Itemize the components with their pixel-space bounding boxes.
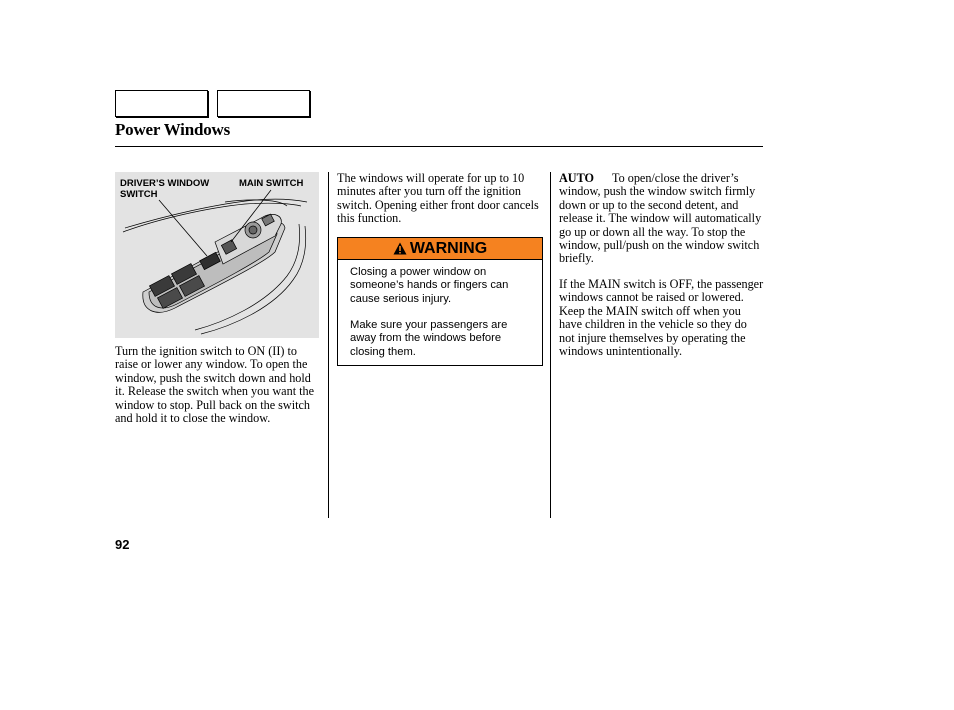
- nav-tab-previous[interactable]: [115, 90, 208, 117]
- page-number: 92: [115, 537, 130, 552]
- auto-instructions: To open/close the driver’s window, push the window switch firmly down or up to the second detent, and release it. The window will automatically go up or down all the way. To stop the window, pull/push on the window switch briefly.: [559, 171, 762, 266]
- auto-label: AUTO: [559, 171, 594, 185]
- timer-instructions: The windows will operate for up to 10 minutes after you turn off the ignition switch. Opening either front door cancels this function.: [337, 171, 539, 226]
- driver-window-switch-label: DRIVER’S WINDOW SWITCH: [120, 178, 210, 200]
- title-divider: [115, 146, 763, 147]
- auto-section: [559, 172, 765, 266]
- warning-paragraph-injury: Closing a power window on someone’s hands or fingers can cause serious injury.: [350, 266, 509, 305]
- main-switch-label: MAIN SWITCH: [239, 178, 304, 189]
- warning-label: WARNING: [409, 239, 488, 257]
- warning-box: [337, 237, 543, 366]
- main-switch-instructions: If the MAIN switch is OFF, the passenger windows cannot be raised or lowered. Keep the MAIN switch off when you have children in the vehicle so they do not injure themselves by operating the windows unintentionally.: [559, 277, 764, 359]
- column-divider-1: [328, 172, 329, 518]
- warning-triangle-icon: [393, 242, 407, 255]
- ignition-instructions: Turn the ignition switch to ON (II) to raise or lower any window. To open the window, push the switch down and hold it. Release the switch when you want the window to stop. Pull back on the switch and hold it to close the window.: [115, 344, 315, 426]
- nav-tab-next[interactable]: [217, 90, 310, 117]
- window-switch-illustration: [115, 172, 319, 338]
- page-title: Power Windows: [115, 120, 231, 139]
- column-divider-2: [550, 172, 551, 518]
- warning-paragraph-passengers: Make sure your passengers are away from the windows before closing them.: [350, 319, 508, 358]
- warning-header: [338, 238, 542, 260]
